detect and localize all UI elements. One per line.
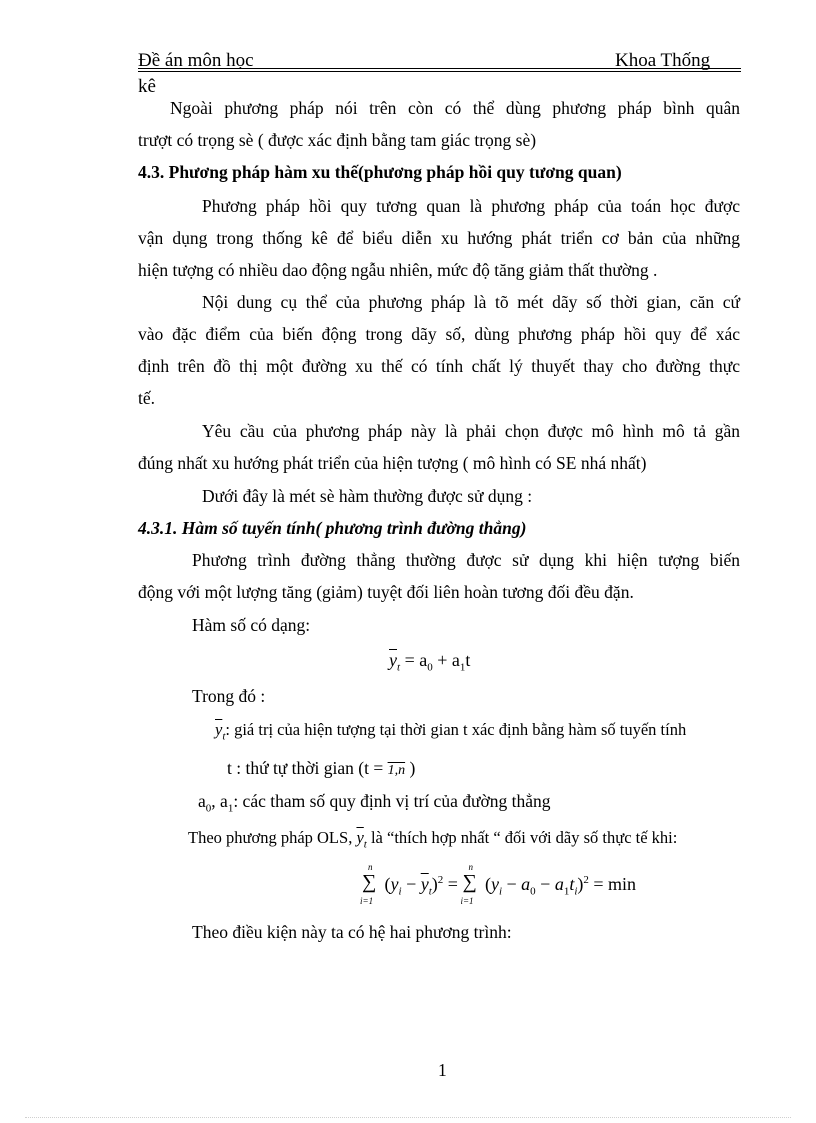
heading-4-3: 4.3. Phương pháp hàm xu thế(phương pháp hồi quy tương quan)	[138, 162, 622, 182]
para5: Dưới đây là mét sè hàm thường được sử dụng :	[202, 486, 533, 506]
para2-line2: vận dụng trong thống kê để biểu diễn xu hướng phát triển cơ bản của những	[138, 228, 740, 248]
header-right: Khoa Thống	[615, 50, 711, 71]
para1-line2: trượt có trọng sè ( được xác định bằng tam giác trọng sè)	[138, 130, 537, 150]
equation-linear: $\overline{y}_t = a_0 + a_1t$	[389, 650, 471, 674]
header-wrap: kê	[138, 76, 156, 97]
heading-4-3-1: 4.3.1. Hàm số tuyến tính( phương trình đường thẳng)	[138, 518, 527, 538]
para3-line2: vào đặc điểm của biến động trong dãy số, dùng phương pháp hồi quy để xác	[138, 324, 740, 344]
para9: Theo điều kiện này ta có hệ hai phương trình:	[192, 922, 512, 942]
def-a: $a_0$, $a_1$: các tham số quy định vị trí của đường thẳng	[198, 791, 551, 815]
sum-symbol-1: n ∑ i=1	[360, 862, 377, 906]
para2-line3: hiện tượng có nhiều dao động ngẫu nhiên, mức độ tăng giảm thất thường .	[138, 260, 658, 280]
header-rule-top	[138, 68, 741, 69]
para8: Trong đó :	[192, 686, 266, 706]
page-number: 1	[438, 1060, 447, 1080]
para4-line2: đúng nhất xu hướng phát triển của hiện tượng ( mô hình có SE nhá nhất)	[138, 453, 647, 473]
header-left: Đề án môn học	[138, 50, 254, 71]
para3-line1: Nội dung cụ thể của phương pháp là tõ mét dãy số thời gian, căn cứ	[202, 292, 740, 312]
para3-line3: định trên đồ thị một đường xu thế có tính chất lý thuyết thay cho đường thực	[138, 356, 740, 376]
ols-sentence: Theo phương pháp OLS, $\overline{y}_t$ là “thích hợp nhất “ đối với dãy số thực tế khi:	[188, 828, 678, 851]
equation-ols: n ∑ i=1 $(y_i - \overline{y}_t)^2$ = n ∑ i=1 $(y_i - a_0 - a_1t_i)^2 = \min$	[360, 862, 637, 906]
header-rule-bottom	[138, 71, 741, 72]
para2-line1: Phương pháp hồi quy tương quan là phương pháp của toán học được	[202, 196, 740, 216]
para6-line1: Phương trình đường thẳng thường được sử dụng khi hiện tượng biến	[192, 550, 740, 570]
para7: Hàm số có dạng:	[192, 615, 311, 635]
para4-line1: Yêu cầu của phương pháp này là phải chọn được mô hình mô tả gần	[202, 421, 740, 441]
para1-line1: Ngoài phương pháp nói trên còn có thể dùng phương pháp bình quân	[170, 98, 740, 118]
def-t: t : thứ tự thời gian (t = 1,n )	[227, 758, 416, 778]
sum-symbol-2: n ∑ i=1	[460, 862, 477, 906]
page-bottom-divider	[25, 1117, 791, 1118]
para3-line4: tế.	[138, 388, 156, 408]
para6-line2: động với một lượng tăng (giảm) tuyệt đối liên hoàn tương đối đều đặn.	[138, 582, 634, 602]
def-yt: $\overline{y}_t$: giá trị của hiện tượng tại thời gian t xác định bằng hàm số tuyến tính	[215, 720, 687, 743]
